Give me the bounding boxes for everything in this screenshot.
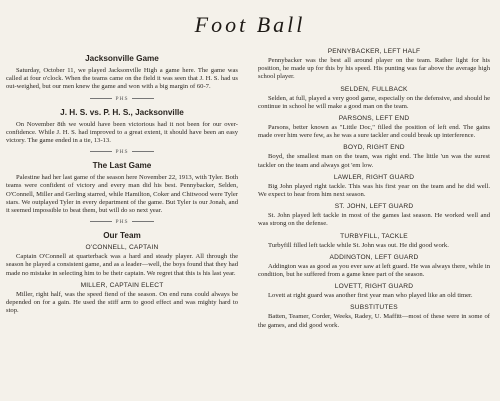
player-name: ST. JOHN, LEFT GUARD [334, 203, 414, 211]
player-name: ADDINGTON, LEFT GUARD [329, 253, 419, 261]
player-text: Captain O'Connell at quarterback was a hard and steady player. All through the season he played a consistent game, and as a leader—well, the boys found that they had made no mistake in selecting him to be their captain. We regret that this is his last year. [6, 253, 238, 277]
section-text: Saturday, October 11, we played Jacksonville High a game here. The game was called at four o'clock. When the teams came on the field it was seen that J. H. S. had us out-weighed, but our men knew the game and won with a big margin of 60-7. [6, 67, 238, 91]
player-text: Parsons, better known as "Little Doc," filled the position of left end. The gains made over him were few, as he was a sure tackler and could break up interference. [258, 124, 490, 140]
section-text: Palestine had her last game of the season here November 22, 1913, with Tyler. Both teams were confident of victory and every man did his best. Pennybacker, Selden, O'Connell, Miller and Gerling starred, while Hamilton, Coker and Chitwood were Tyler stars. We outplayed Tyler in every department of the game. But Tyler is our Jonah, and it seemed impossible to beat them, but will do so next year. [6, 174, 238, 215]
right-column [258, 44, 490, 330]
player-text: Big John played right tackle. This was his first year on the team and he did well. We expect to hear from him next season. [258, 182, 490, 199]
left-column [6, 48, 238, 315]
player-name: BOYD, RIGHT END [343, 144, 405, 152]
player-name: MILLER, CAPTAIN ELECT [80, 281, 164, 289]
player-name: O'CONNELL, CAPTAIN [85, 244, 159, 252]
section-text: On November 8th we would have been victorious had it not been for our over-confidence. While J. H. S. had improved to a great extent, it should have been an easy victory. The game ended in a tie, 13-13. [6, 120, 238, 145]
player-text: Batten, Teamer, Corder, Weeks, Radey, U. Maffitt—most of these were in some of the games, and did good work. [258, 313, 490, 329]
player-text: Pennybacker was the best all around player on the team. Rather light for his position, he made up for this by his speed. His punting was far above the average high school player. [258, 57, 490, 81]
player-name: TURBYFILL, TACKLE [340, 232, 408, 240]
player-name: SUBSTITUTES [350, 304, 398, 312]
player-name: LAWLER, RIGHT GUARD [333, 173, 415, 181]
player-name: PENNYBACKER, LEFT HALF [327, 48, 421, 55]
section-divider: PHS [6, 219, 238, 225]
player-name: SELDEN, FULLBACK [340, 85, 408, 93]
player-text: St. John played left tackle in most of the games last season. He worked well and was strong on the defense. [258, 212, 490, 228]
section-divider: PHS [6, 96, 238, 102]
player-name: LOVETT, RIGHT GUARD [334, 283, 414, 291]
player-text: Boyd, the smallest man on the team, was right end. The little 'un was the surest tackler on the team and always got 'em low. [258, 153, 490, 169]
section-heading: Jacksonville Game [85, 54, 159, 63]
page-title: Foot Ball [194, 12, 306, 37]
player-text: Turbyfill filled left tackle while St. John was out. He did good work. [268, 241, 449, 249]
player-text: Addington was as good as you ever saw at left guard. He was always there, while in condition, but he suffered from a game knee part of the season. [258, 262, 490, 279]
player-text: Selden, at full, played a very good game, especially on the defensive, and should he continue in school he will make a good man on the team. [258, 94, 490, 110]
section-divider: PHS [6, 149, 238, 155]
player-text: Lovett at right guard was another first year man who played like an old timer. [268, 292, 473, 300]
section-heading: The Last Game [92, 161, 152, 171]
player-name: PARSONS, LEFT END [338, 115, 410, 123]
section-heading: J. H. S. vs. P. H. S., Jacksonville [60, 107, 184, 117]
section-heading: Our Team [103, 231, 141, 241]
player-text: Miller, right half, was the speed fiend of the season. On end runs could always be depended on for a gain. He used the stiff arm to good effect and was mighty hard to stop. [6, 290, 238, 315]
